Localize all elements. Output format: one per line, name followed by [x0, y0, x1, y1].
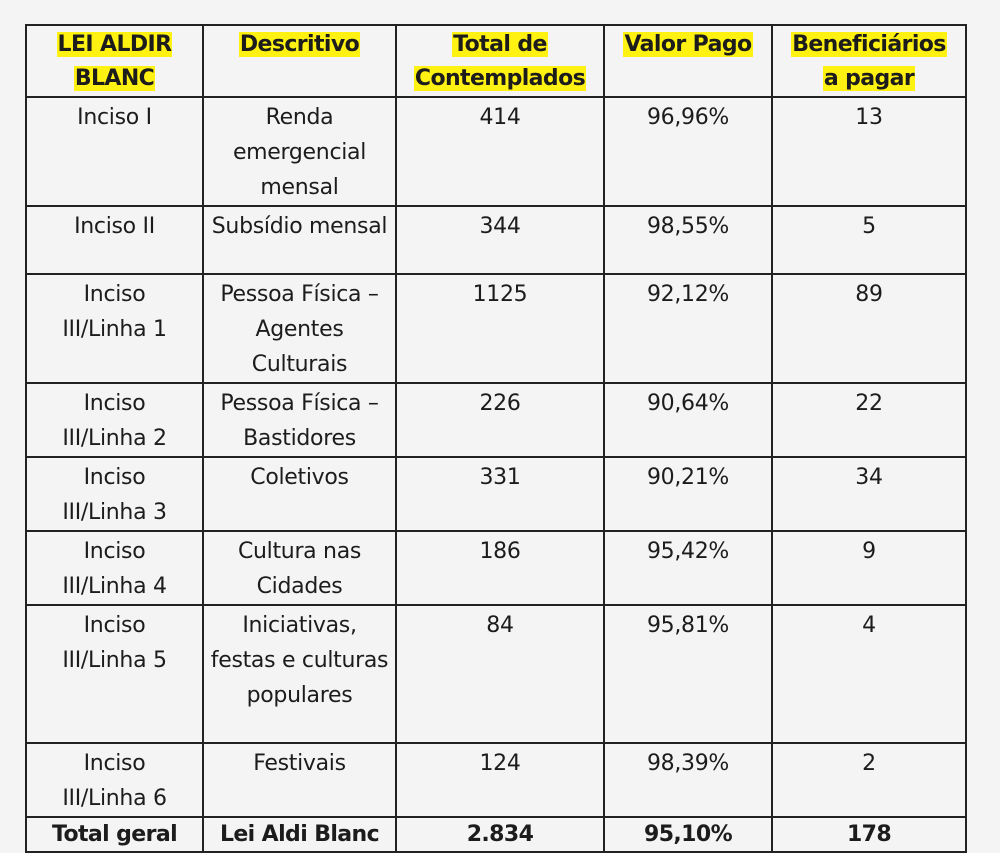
cell-valor-pago: 92,12%	[604, 274, 772, 383]
header-label: Contemplados	[414, 66, 586, 91]
table-row	[26, 206, 966, 274]
cell-beneficiarios: 22	[772, 383, 966, 457]
cell-valor-pago: 90,64%	[604, 383, 772, 457]
cell-lei	[26, 457, 203, 531]
lei-line1: Inciso I	[77, 105, 152, 130]
cell-lei	[26, 97, 203, 206]
lei-line2: III/Linha 2	[62, 426, 167, 451]
cell-descritivo: Renda emergencial mensal	[203, 97, 396, 206]
total-valor-pago: 95,10%	[604, 817, 772, 852]
lei-line2: III/Linha 6	[62, 786, 167, 811]
lei-line2: III/Linha 1	[62, 317, 167, 342]
cell-valor-pago: 96,96%	[604, 97, 772, 206]
lei-line1: Inciso	[83, 391, 146, 416]
cell-total-contemplados: 186	[396, 531, 604, 605]
cell-lei	[26, 605, 203, 743]
total-descritivo: Lei Aldi Blanc	[203, 817, 396, 852]
table-row	[26, 383, 966, 457]
cell-lei	[26, 743, 203, 817]
cell-total-contemplados: 344	[396, 206, 604, 274]
table-row	[26, 97, 966, 206]
cell-descritivo: Pessoa Física – Agentes Culturais	[203, 274, 396, 383]
lei-line1: Inciso	[83, 282, 146, 307]
lei-line1: Inciso	[83, 751, 146, 776]
cell-beneficiarios: 9	[772, 531, 966, 605]
cell-beneficiarios: 2	[772, 743, 966, 817]
header-label: LEI ALDIR	[57, 32, 172, 57]
cell-lei	[26, 531, 203, 605]
header-label: Total de	[453, 32, 547, 57]
cell-valor-pago: 98,39%	[604, 743, 772, 817]
total-contemplados: 2.834	[396, 817, 604, 852]
total-label: Total geral	[26, 817, 203, 852]
cell-lei	[26, 383, 203, 457]
header-label: BLANC	[74, 66, 155, 91]
table-row	[26, 605, 966, 743]
lei-line2: III/Linha 3	[62, 500, 167, 525]
cell-descritivo: Subsídio mensal	[203, 206, 396, 274]
lei-line1: Inciso	[83, 539, 146, 564]
header-valor-pago	[604, 25, 772, 97]
cell-descritivo: Cultura nas Cidades	[203, 531, 396, 605]
header-label: Descritivo	[239, 32, 360, 57]
cell-total-contemplados: 414	[396, 97, 604, 206]
header-label: Beneficiários	[792, 32, 946, 57]
cell-beneficiarios: 5	[772, 206, 966, 274]
cell-valor-pago: 90,21%	[604, 457, 772, 531]
lei-line1: Inciso	[83, 613, 146, 638]
cell-descritivo: Pessoa Física – Bastidores	[203, 383, 396, 457]
cell-total-contemplados: 84	[396, 605, 604, 743]
total-beneficiarios: 178	[772, 817, 966, 852]
cell-lei	[26, 274, 203, 383]
cell-beneficiarios: 13	[772, 97, 966, 206]
header-row	[26, 25, 966, 97]
cell-descritivo: Iniciativas, festas e culturas populares	[203, 605, 396, 743]
cell-descritivo: Coletivos	[203, 457, 396, 531]
cell-total-contemplados: 226	[396, 383, 604, 457]
cell-descritivo: Festivais	[203, 743, 396, 817]
cell-total-contemplados: 1125	[396, 274, 604, 383]
lei-line2: III/Linha 4	[62, 574, 167, 599]
header-lei-aldir-blanc	[26, 25, 203, 97]
header-descritivo	[203, 25, 396, 97]
cell-beneficiarios: 34	[772, 457, 966, 531]
cell-total-contemplados: 124	[396, 743, 604, 817]
lei-line1: Inciso	[83, 465, 146, 490]
cell-total-contemplados: 331	[396, 457, 604, 531]
cell-valor-pago: 98,55%	[604, 206, 772, 274]
lei-line1: Inciso II	[74, 214, 155, 239]
table-row	[26, 457, 966, 531]
header-label: a pagar	[823, 66, 915, 91]
header-beneficiarios-a-pagar	[772, 25, 966, 97]
lei-line2: III/Linha 5	[62, 648, 167, 673]
cell-lei	[26, 206, 203, 274]
cell-beneficiarios: 4	[772, 605, 966, 743]
cell-valor-pago: 95,42%	[604, 531, 772, 605]
header-label: Valor Pago	[624, 32, 752, 57]
table-row	[26, 531, 966, 605]
cell-valor-pago: 95,81%	[604, 605, 772, 743]
total-row	[26, 817, 966, 852]
header-total-contemplados	[396, 25, 604, 97]
lei-aldir-blanc-table	[25, 24, 967, 853]
cell-beneficiarios: 89	[772, 274, 966, 383]
table-row	[26, 743, 966, 817]
table-row	[26, 274, 966, 383]
